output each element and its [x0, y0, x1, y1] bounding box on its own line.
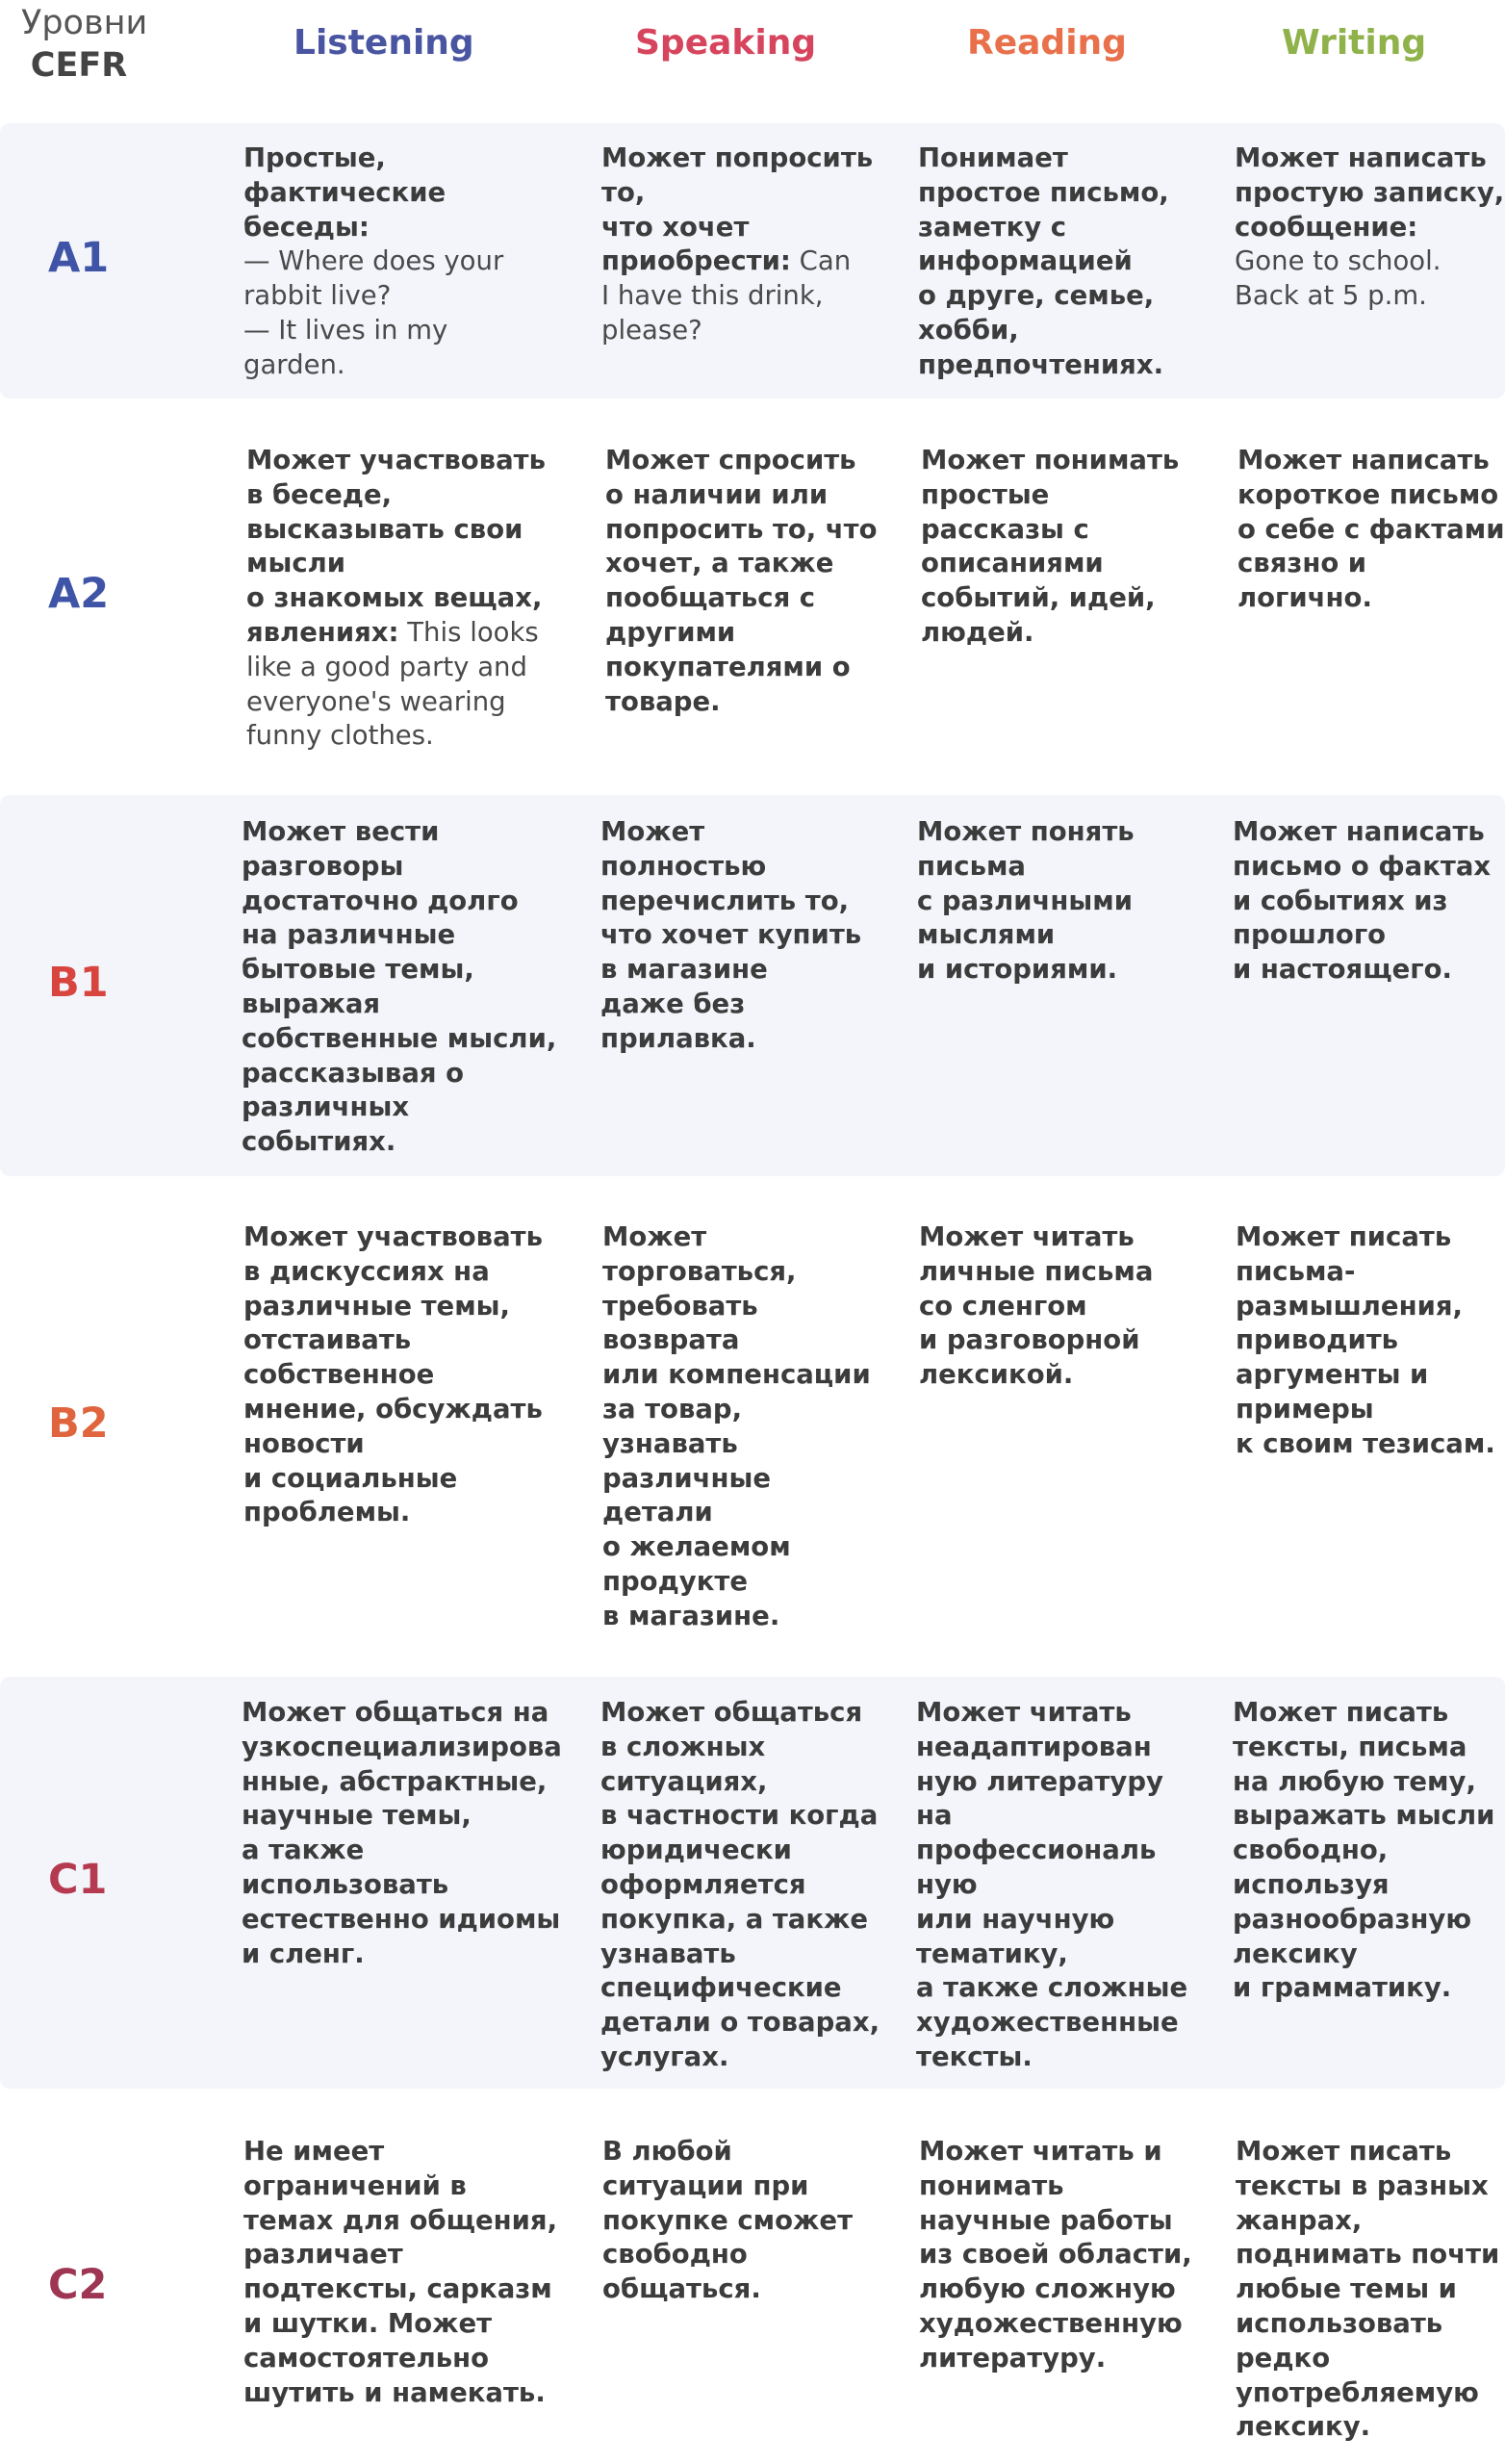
cell-a2-reading: Может понимать простые рассказы с описаниями событий, идей, людей. [921, 445, 1180, 648]
cell-b1-speaking: Может полностью перечислить то, что хочет купить в магазине даже без прилавка. [600, 816, 862, 1054]
cell-c2-speaking: В любой ситуации при покупке сможет свободно общаться. [602, 2136, 854, 2305]
cell-c1-writing: Может писать тексты, письма на любую тему, выражать мысли свободно, используя разнообразную лексику и грамматику. [1233, 1697, 1495, 2004]
level-b1: B1 [48, 959, 109, 1007]
level-c2: C2 [48, 2261, 108, 2309]
cell-c1-listening: Может общаться на узкоспециализирова нные, абстрактные, научные темы, а также использовать естественно идиомы и сленг. [242, 1697, 562, 1969]
level-b2: B2 [48, 1399, 109, 1448]
cell-b1-writing: Может написать письмо о фактах и событиях из прошлого и настоящего. [1233, 816, 1492, 986]
cell-b1-listening: Может вести разговоры достаточно долго на различные бытовые темы, выражая собственные мысли, рассказывая о различных событиях. [242, 816, 557, 1158]
cell-c2-writing: Может писать тексты в разных жанрах, поднимать почти любые темы и использовать редко употребляемую лексику. [1236, 2136, 1500, 2443]
table-header [0, 0, 1505, 116]
cell-c1-reading: Может читать неадаптирован ную литературу на профессиональ ную или научную тематику, а также сложные художественные тексты. [916, 1697, 1188, 2072]
levels-header [21, 2, 148, 87]
cell-a1-listening: Простые, фактические беседы: — Where does your rabbit live? — It lives in my garden. [243, 142, 504, 380]
cell-c2-listening: Не имеет ограничений в темах для общения, различает подтексты, сарказм и шутки. Может самостоятельно шутить и намекать. [243, 2136, 558, 2408]
cell-a2-speaking: Может спросить о наличии или попросить то, что хочет, а также пообщаться с другими покупателями о товаре. [605, 445, 878, 717]
skill-header-writing: Writing [1282, 23, 1427, 63]
cell-c1-speaking: Может общаться в сложных ситуациях, в частности когда юридически оформляется покупка, а также узнавать специфические детали о товарах, услугах. [600, 1697, 880, 2072]
level-a2: A2 [48, 570, 110, 618]
cell-b2-listening: Может участвовать в дискуссиях на различные темы, отстаивать собственное мнение, обсуждать новости и социальные проблемы. [243, 1221, 543, 1528]
cell-b2-speaking: Может торговаться, требовать возврата или компенсации за товар, узнавать различные детали о желаемом продукте в магазине. [602, 1221, 871, 1631]
cell-a1-reading: Понимает простое письмо, заметку с информацией о друге, семье, хобби, предпочтениях. [918, 142, 1169, 380]
cell-a2-listening: Может участвовать в беседе, высказывать свои мысли о знакомых вещах, явлениях: This looks like a good party and everyone's wearing funny clothes. [246, 445, 546, 752]
cell-a1-writing: Может написать простую записку, сообщение: Gone to school. Back at 5 p.m. [1235, 142, 1505, 312]
cell-b2-reading: Может читать личные письма со сленгом и разговорной лексикой. [919, 1221, 1154, 1391]
levels-header-line1: Уровни [21, 4, 148, 42]
cell-a2-writing: Может написать короткое письмо о себе с фактами связно и логично. [1237, 445, 1505, 614]
cell-b2-writing: Может писать письма- размышления, приводить аргументы и примеры к своим тезисам. [1236, 1221, 1495, 1459]
level-c1: C1 [48, 1856, 108, 1904]
levels-header-line2: CEFR [30, 46, 128, 85]
cell-a1-speaking: Может попросить то, что хочет приобрести: Can I have this drink, please? [601, 142, 874, 346]
skill-header-speaking: Speaking [635, 23, 817, 63]
skill-header-listening: Listening [293, 23, 474, 63]
level-a1: A1 [48, 234, 110, 282]
cell-c2-reading: Может читать и понимать научные работы из своей области, любую сложную художественную литературу. [919, 2136, 1192, 2374]
cell-b1-reading: Может понять письма с различными мыслями и историями. [917, 816, 1135, 986]
skill-header-reading: Reading [967, 23, 1127, 63]
